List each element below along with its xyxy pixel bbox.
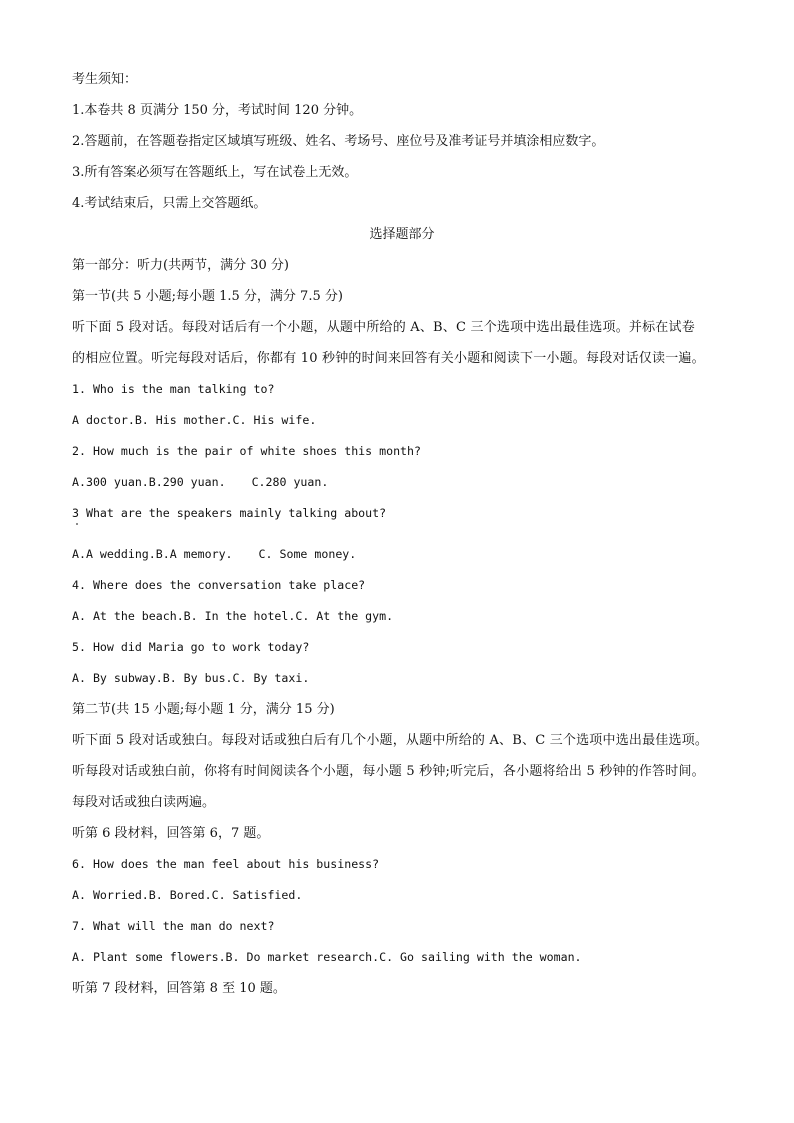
- sec1-instruction-line2: 的相应位置。听完每段对话后，你都有 10 秒钟的时间来回答有关小题和阅读下一小题。每段对话仅读一遍。: [72, 351, 705, 366]
- notice-item-2: 2.答题前，在答题卷指定区域填写班级、姓名、考场号、座位号及准考证号并填涂相应数字。: [72, 134, 605, 149]
- question-7: 7. What will the man do next?: [72, 919, 275, 933]
- answer-options-3b: C. Some money.: [258, 547, 357, 561]
- notice-title: 考生须知：: [72, 72, 138, 87]
- sec2-instruction-line1: 听下面 5 段对话或独白。每段对话或独白后有几个小题，从题中所给的 A、B、C 三个选项中选出最佳选项。: [72, 733, 709, 748]
- question-3: 3 What are the speakers mainly talking about?: [72, 506, 387, 520]
- answer-options-7: A. Plant some flowers.B. Do market research.C. Go sailing with the woman.: [72, 950, 582, 964]
- group-6-heading: 听第 6 段材料，回答第 6，7 题。: [72, 826, 270, 841]
- answer-options-3: [72, 539, 732, 570]
- answer-options-2: [72, 467, 732, 498]
- answer-options-6: A. Worried.B. Bored.C. Satisfied.: [72, 888, 303, 902]
- sec1-instruction-line1: 听下面 5 段对话。每段对话后有一个小题，从题中所给的 A、B、C 三个选项中选出最佳选项。并标在试卷: [72, 320, 695, 335]
- answer-options-4: A. At the beach.B. In the hotel.C. At the gym.: [72, 609, 394, 623]
- sec2-instruction-line3: 每段对话或独白读两遍。: [72, 795, 216, 810]
- notice-item-1: 1.本卷共 8 页满分 150 分，考试时间 120 分钟。: [72, 103, 363, 118]
- notice-item-4: 4.考试结束后，只需上交答题纸。: [72, 196, 267, 211]
- question-4: 4. Where does the conversation take place?: [72, 578, 366, 592]
- part1-title: 第一部分：听力(共两节，满分 30 分): [72, 258, 289, 273]
- sec2-instruction-line2: 听每段对话或独白前，你将有时间阅读各个小题，每小题 5 秒钟;听完后，各小题将给出 5 秒钟的作答时间。: [72, 764, 705, 779]
- notice-item-3: 3.所有答案必须写在答题纸上，写在试卷上无效。: [72, 165, 358, 180]
- exam-page: [72, 64, 732, 1004]
- answer-options-1: A doctor.B. His mother.C. His wife.: [72, 413, 317, 427]
- sec2-title: 第二节(共 15 小题;每小题 1 分，满分 15 分): [72, 702, 335, 717]
- section-title: 选择题部分: [369, 227, 435, 242]
- sec1-title: 第一节(共 5 小题;每小题 1.5 分，满分 7.5 分): [72, 289, 343, 304]
- answer-options-5: A. By subway.B. By bus.C. By taxi.: [72, 671, 310, 685]
- answer-options-2a: A.300 yuan.B.290 yuan.: [72, 475, 226, 489]
- answer-options-2b: C.280 yuan.: [251, 475, 329, 489]
- question-6: 6. How does the man feel about his business?: [72, 857, 380, 871]
- scan-speck: [76, 523, 78, 525]
- question-2: 2. How much is the pair of white shoes this month?: [72, 444, 422, 458]
- question-1: 1. Who is the man talking to?: [72, 382, 275, 396]
- answer-options-3a: A.A wedding.B.A memory.: [72, 547, 233, 561]
- group-7-heading: 听第 7 段材料，回答第 8 至 10 题。: [72, 981, 286, 996]
- question-5: 5. How did Maria go to work today?: [72, 640, 310, 654]
